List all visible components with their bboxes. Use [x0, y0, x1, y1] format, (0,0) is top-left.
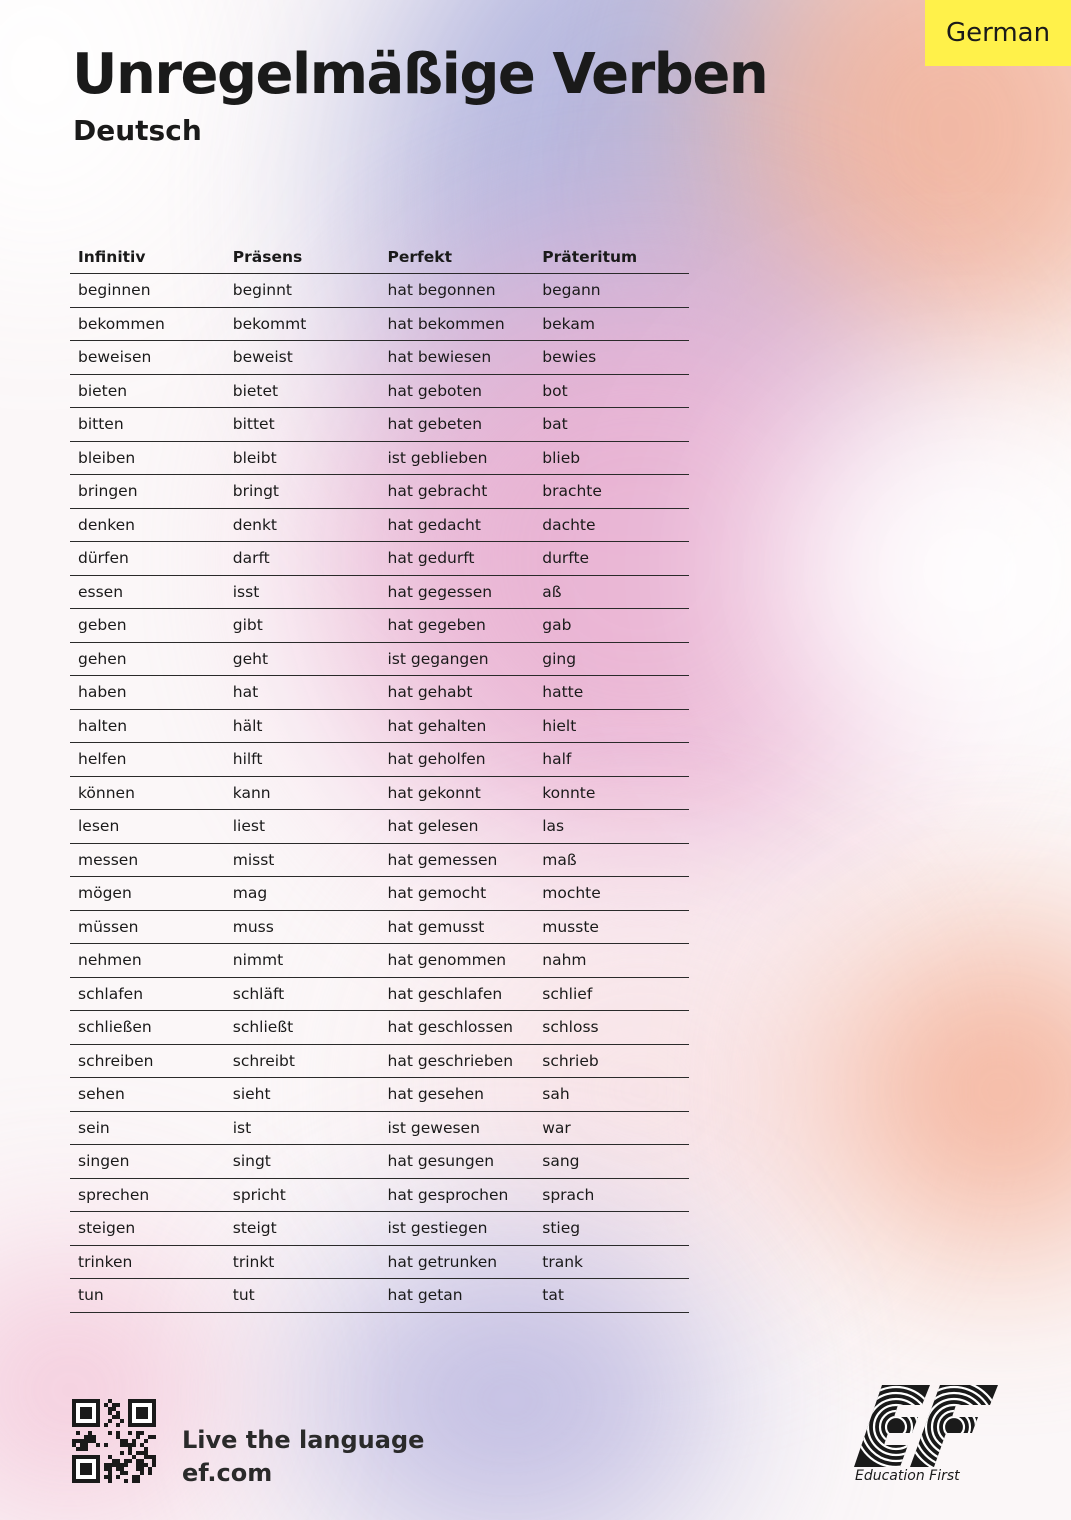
cell-praesens: denkt	[232, 515, 278, 534]
cell-praeteritum: tat	[542, 1286, 564, 1305]
cell-praesens: spricht	[232, 1185, 286, 1204]
cell-perfekt: hat gesehen	[387, 1085, 484, 1104]
cell-praeteritum: brachte	[542, 482, 602, 501]
cell-praeteritum: ging	[542, 649, 577, 668]
table-row	[70, 509, 689, 543]
tagline-slogan: Live the language	[182, 1426, 425, 1454]
cell-praeteritum: schlief	[542, 984, 593, 1003]
cell-perfekt: hat bekommen	[387, 314, 505, 333]
cell-infinitiv: lesen	[78, 817, 120, 836]
tagline-website: ef.com	[182, 1459, 273, 1487]
table-row	[70, 1279, 689, 1313]
cell-praeteritum: maß	[542, 850, 577, 869]
cell-praeteritum: konnte	[542, 783, 596, 802]
cell-perfekt: hat geschlafen	[387, 984, 503, 1003]
header-infinitiv: Infinitiv	[78, 247, 146, 266]
qr-code-icon	[72, 1399, 156, 1483]
cell-infinitiv: nehmen	[78, 951, 142, 970]
table-row	[70, 643, 689, 677]
cell-praesens: schreibt	[232, 1051, 295, 1070]
cell-infinitiv: tun	[78, 1286, 104, 1305]
cell-perfekt: hat geboten	[387, 381, 482, 400]
header-perfekt: Perfekt	[387, 247, 452, 266]
cell-infinitiv: mögen	[78, 884, 132, 903]
cell-perfekt: hat gesungen	[387, 1152, 495, 1171]
cell-perfekt: hat gesprochen	[387, 1185, 509, 1204]
cell-praesens: beweist	[232, 348, 293, 367]
cell-perfekt: hat gehabt	[387, 683, 473, 702]
table-row	[70, 1212, 689, 1246]
cell-infinitiv: bleiben	[78, 448, 136, 467]
cell-praeteritum: begann	[542, 281, 601, 300]
cell-praesens: singt	[232, 1152, 271, 1171]
cell-praesens: schläft	[232, 984, 285, 1003]
table-row	[70, 274, 689, 308]
cell-infinitiv: beweisen	[78, 348, 152, 367]
cell-infinitiv: geben	[78, 616, 127, 635]
tagline	[182, 1424, 424, 1490]
cell-praesens: bringt	[232, 482, 280, 501]
cell-praeteritum: musste	[542, 917, 599, 936]
cell-praeteritum: sang	[542, 1152, 580, 1171]
cell-praesens: kann	[232, 783, 271, 802]
cell-infinitiv: müssen	[78, 917, 139, 936]
cell-perfekt: hat gelesen	[387, 817, 479, 836]
table-row	[70, 308, 689, 342]
cell-infinitiv: gehen	[78, 649, 127, 668]
header-praesens: Präsens	[232, 247, 303, 266]
cell-infinitiv: bekommen	[78, 314, 165, 333]
cell-infinitiv: bringen	[78, 482, 138, 501]
cell-perfekt: hat bewiesen	[387, 348, 492, 367]
table-row	[70, 676, 689, 710]
cell-perfekt: hat gemessen	[387, 850, 498, 869]
cell-praesens: mag	[232, 884, 268, 903]
cell-praeteritum: stieg	[542, 1219, 581, 1238]
cell-infinitiv: können	[78, 783, 135, 802]
cell-infinitiv: bieten	[78, 381, 128, 400]
cell-praesens: steigt	[232, 1219, 277, 1238]
cell-perfekt: ist gegangen	[387, 649, 489, 668]
cell-praesens: gibt	[232, 616, 263, 635]
cell-praesens: sieht	[232, 1085, 271, 1104]
table-row	[70, 777, 689, 811]
table-row	[70, 375, 689, 409]
cell-perfekt: ist geblieben	[387, 448, 488, 467]
table-row	[70, 1145, 689, 1179]
cell-perfekt: hat begonnen	[387, 281, 496, 300]
cell-praeteritum: trank	[542, 1252, 583, 1271]
cell-perfekt: hat genommen	[387, 951, 507, 970]
cell-praesens: hat	[232, 683, 259, 702]
cell-praesens: schließt	[232, 1018, 294, 1037]
cell-praeteritum: las	[542, 817, 565, 836]
cell-infinitiv: sein	[78, 1118, 110, 1137]
cell-infinitiv: beginnen	[78, 281, 151, 300]
cell-perfekt: hat gedacht	[387, 515, 481, 534]
cell-perfekt: hat gekonnt	[387, 783, 481, 802]
cell-infinitiv: haben	[78, 683, 127, 702]
cell-infinitiv: denken	[78, 515, 135, 534]
cell-infinitiv: sehen	[78, 1085, 125, 1104]
table-header	[70, 240, 689, 274]
cell-infinitiv: steigen	[78, 1219, 136, 1238]
logo-caption: Education First	[855, 1468, 960, 1484]
table-row	[70, 542, 689, 576]
cell-praeteritum: dachte	[542, 515, 596, 534]
cell-praesens: geht	[232, 649, 269, 668]
cell-perfekt: ist gestiegen	[387, 1219, 488, 1238]
cell-infinitiv: sprechen	[78, 1185, 150, 1204]
cell-infinitiv: schlafen	[78, 984, 144, 1003]
cell-infinitiv: schließen	[78, 1018, 152, 1037]
table-row	[70, 609, 689, 643]
page-subtitle: Deutsch	[73, 114, 202, 147]
cell-infinitiv: trinken	[78, 1252, 133, 1271]
table-row	[70, 1078, 689, 1112]
cell-infinitiv: helfen	[78, 750, 127, 769]
cell-praesens: liest	[232, 817, 266, 836]
cell-infinitiv: bitten	[78, 415, 124, 434]
cell-infinitiv: schreiben	[78, 1051, 154, 1070]
table-row	[70, 1112, 689, 1146]
cell-praesens: bietet	[232, 381, 279, 400]
cell-praeteritum: gab	[542, 616, 572, 635]
table-row	[70, 1045, 689, 1079]
cell-praesens: hilft	[232, 750, 263, 769]
cell-perfekt: hat getan	[387, 1286, 463, 1305]
cell-perfekt: hat geholfen	[387, 750, 486, 769]
cell-perfekt: hat geschrieben	[387, 1051, 514, 1070]
cell-praeteritum: hielt	[542, 716, 577, 735]
table-row	[70, 408, 689, 442]
cell-perfekt: hat gehalten	[387, 716, 487, 735]
table-row	[70, 810, 689, 844]
cell-praesens: bekommt	[232, 314, 307, 333]
cell-perfekt: hat gegeben	[387, 616, 486, 635]
table-row	[70, 576, 689, 610]
language-badge: German	[925, 0, 1071, 66]
cell-perfekt: hat geschlossen	[387, 1018, 513, 1037]
header-praeteritum: Präteritum	[542, 247, 638, 266]
cell-praeteritum: hatte	[542, 683, 584, 702]
table-row	[70, 877, 689, 911]
cell-praeteritum: bewies	[542, 348, 597, 367]
cell-praeteritum: schloss	[542, 1018, 599, 1037]
cell-praesens: beginnt	[232, 281, 292, 300]
cell-praeteritum: sah	[542, 1085, 570, 1104]
cell-praeteritum: aß	[542, 582, 562, 601]
table-row	[70, 944, 689, 978]
table-row	[70, 710, 689, 744]
cell-perfekt: hat gedurft	[387, 549, 475, 568]
cell-infinitiv: singen	[78, 1152, 130, 1171]
cell-praeteritum: bekam	[542, 314, 595, 333]
cell-praeteritum: blieb	[542, 448, 581, 467]
page-title: Unregelmäßige Verben	[72, 42, 768, 107]
cell-perfekt: hat gemocht	[387, 884, 487, 903]
cell-praesens: misst	[232, 850, 275, 869]
cell-infinitiv: halten	[78, 716, 128, 735]
cell-praeteritum: mochte	[542, 884, 601, 903]
table-row	[70, 1179, 689, 1213]
table-row	[70, 743, 689, 777]
table-row	[70, 844, 689, 878]
table-row	[70, 978, 689, 1012]
cell-praeteritum: bot	[542, 381, 568, 400]
cell-praesens: trinkt	[232, 1252, 275, 1271]
table-row	[70, 1011, 689, 1045]
cell-praeteritum: sprach	[542, 1185, 595, 1204]
cell-praesens: darft	[232, 549, 270, 568]
cell-perfekt: ist gewesen	[387, 1118, 480, 1137]
cell-praeteritum: durfte	[542, 549, 590, 568]
cell-praeteritum: nahm	[542, 951, 587, 970]
cell-perfekt: hat gegessen	[387, 582, 493, 601]
cell-perfekt: hat gebracht	[387, 482, 488, 501]
verb-table	[70, 240, 689, 1313]
cell-perfekt: hat getrunken	[387, 1252, 498, 1271]
table-row	[70, 911, 689, 945]
cell-praesens: isst	[232, 582, 260, 601]
cell-praesens: ist	[232, 1118, 252, 1137]
cell-praeteritum: schrieb	[542, 1051, 599, 1070]
table-row	[70, 442, 689, 476]
table-row	[70, 1246, 689, 1280]
cell-praeteritum: war	[542, 1118, 571, 1137]
cell-praeteritum: half	[542, 750, 572, 769]
cell-praeteritum: bat	[542, 415, 568, 434]
cell-infinitiv: messen	[78, 850, 139, 869]
cell-perfekt: hat gebeten	[387, 415, 483, 434]
table-body	[70, 274, 689, 1313]
table-row	[70, 475, 689, 509]
table-row	[70, 341, 689, 375]
cell-praesens: hält	[232, 716, 263, 735]
cell-praesens: muss	[232, 917, 274, 936]
cell-praesens: bleibt	[232, 448, 277, 467]
cell-praesens: tut	[232, 1286, 255, 1305]
cell-praesens: nimmt	[232, 951, 284, 970]
cell-perfekt: hat gemusst	[387, 917, 485, 936]
cell-infinitiv: dürfen	[78, 549, 129, 568]
cell-praesens: bittet	[232, 415, 275, 434]
cell-infinitiv: essen	[78, 582, 124, 601]
